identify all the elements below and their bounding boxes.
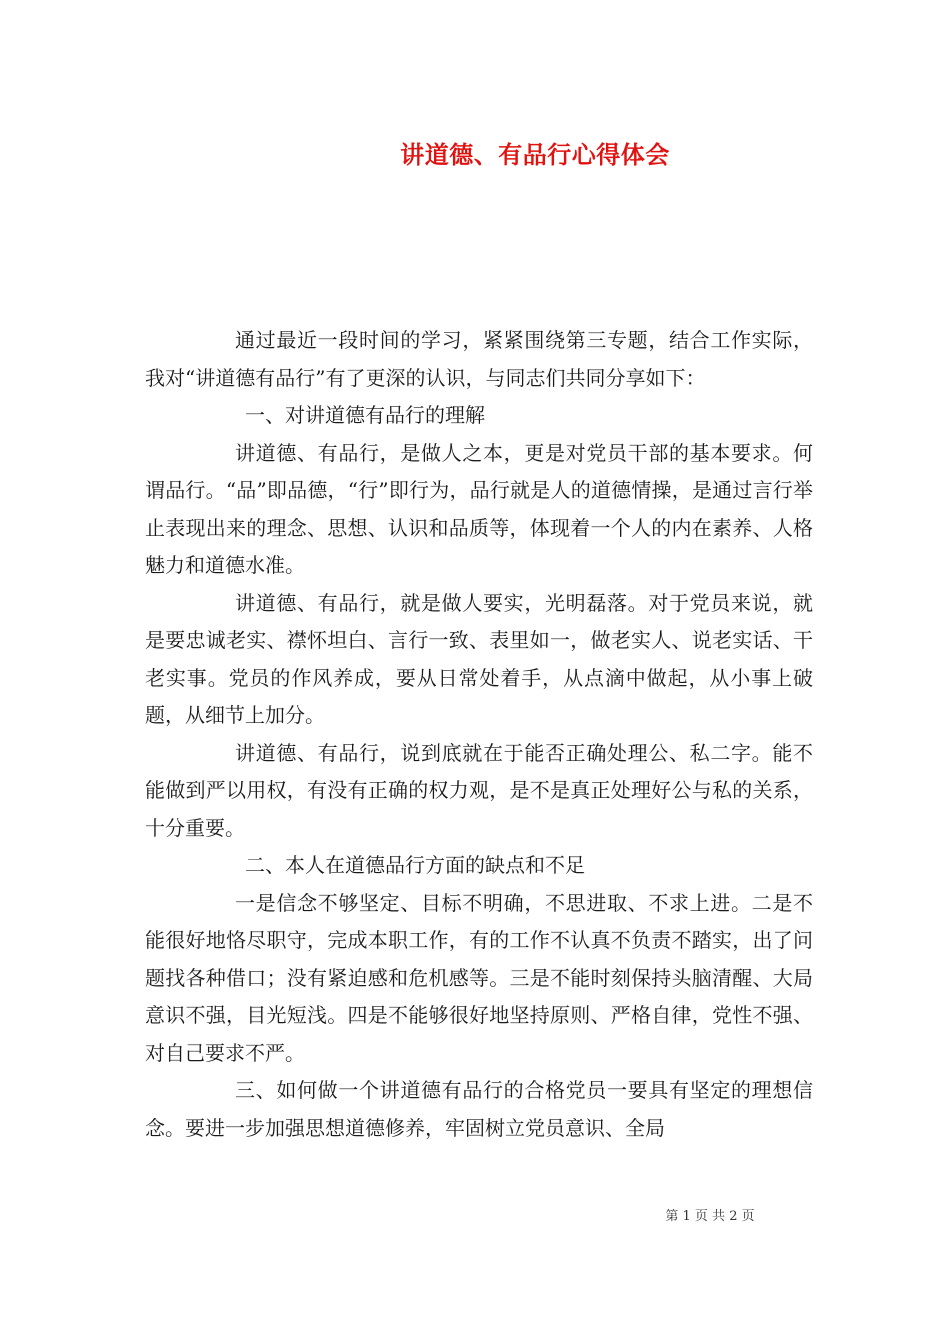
- body-paragraph: 三、如何做一个讲道德有品行的合格党员一要具有坚定的理想信念。要进一步加强思想道德修养，牢固树立党员意识、全局: [145, 1078, 813, 1140]
- body-paragraph: 讲道德、有品行，就是做人要实，光明磊落。对于党员来说，就是要忠诚老实、襟怀坦白、言行一致、表里如一，做老实人、说老实话、干老实事。党员的作风养成，要从日常处着手，从点滴中做起，从小事上破题，从细节上加分。: [145, 590, 813, 727]
- body-paragraph: 通过最近一段时间的学习，紧紧围绕第三专题，结合工作实际，我对“讲道德有品行”有了更深的认识，与同志们共同分享如下：: [145, 328, 813, 390]
- body-paragraph: 讲道德、有品行，说到底就在于能否正确处理公、私二字。能不能做到严以用权，有没有正确的权力观，是不是真正处理好公与私的关系，十分重要。: [145, 740, 813, 840]
- section-heading: 二、本人在道德品行方面的缺点和不足: [245, 853, 585, 877]
- section-heading: 一、对讲道德有品行的理解: [245, 403, 485, 427]
- body-paragraph: 一是信念不够坚定、目标不明确，不思进取、不求上进。二是不能很好地恪尽职守，完成本职工作，有的工作不认真不负责不踏实，出了问题找各种借口；没有紧迫感和危机感等。三是不能时刻保持头脑清醒、大局意识不强，目光短浅。四是不能够很好地坚持原则、严格自律，党性不强、对自己要求不严。: [145, 890, 813, 1065]
- document-body: [145, 322, 813, 1147]
- document-title: 讲道德、有品行心得体会: [400, 140, 670, 169]
- page-number-footer: 第 1 页 共 2 页: [665, 1209, 755, 1224]
- body-paragraph: 讲道德、有品行，是做人之本，更是对党员干部的基本要求。何谓品行。“品”即品德，“行”即行为，品行就是人的道德情操，是通过言行举止表现出来的理念、思想、认识和品质等，体现着一个人的内在素养、人格魅力和道德水准。: [145, 440, 813, 577]
